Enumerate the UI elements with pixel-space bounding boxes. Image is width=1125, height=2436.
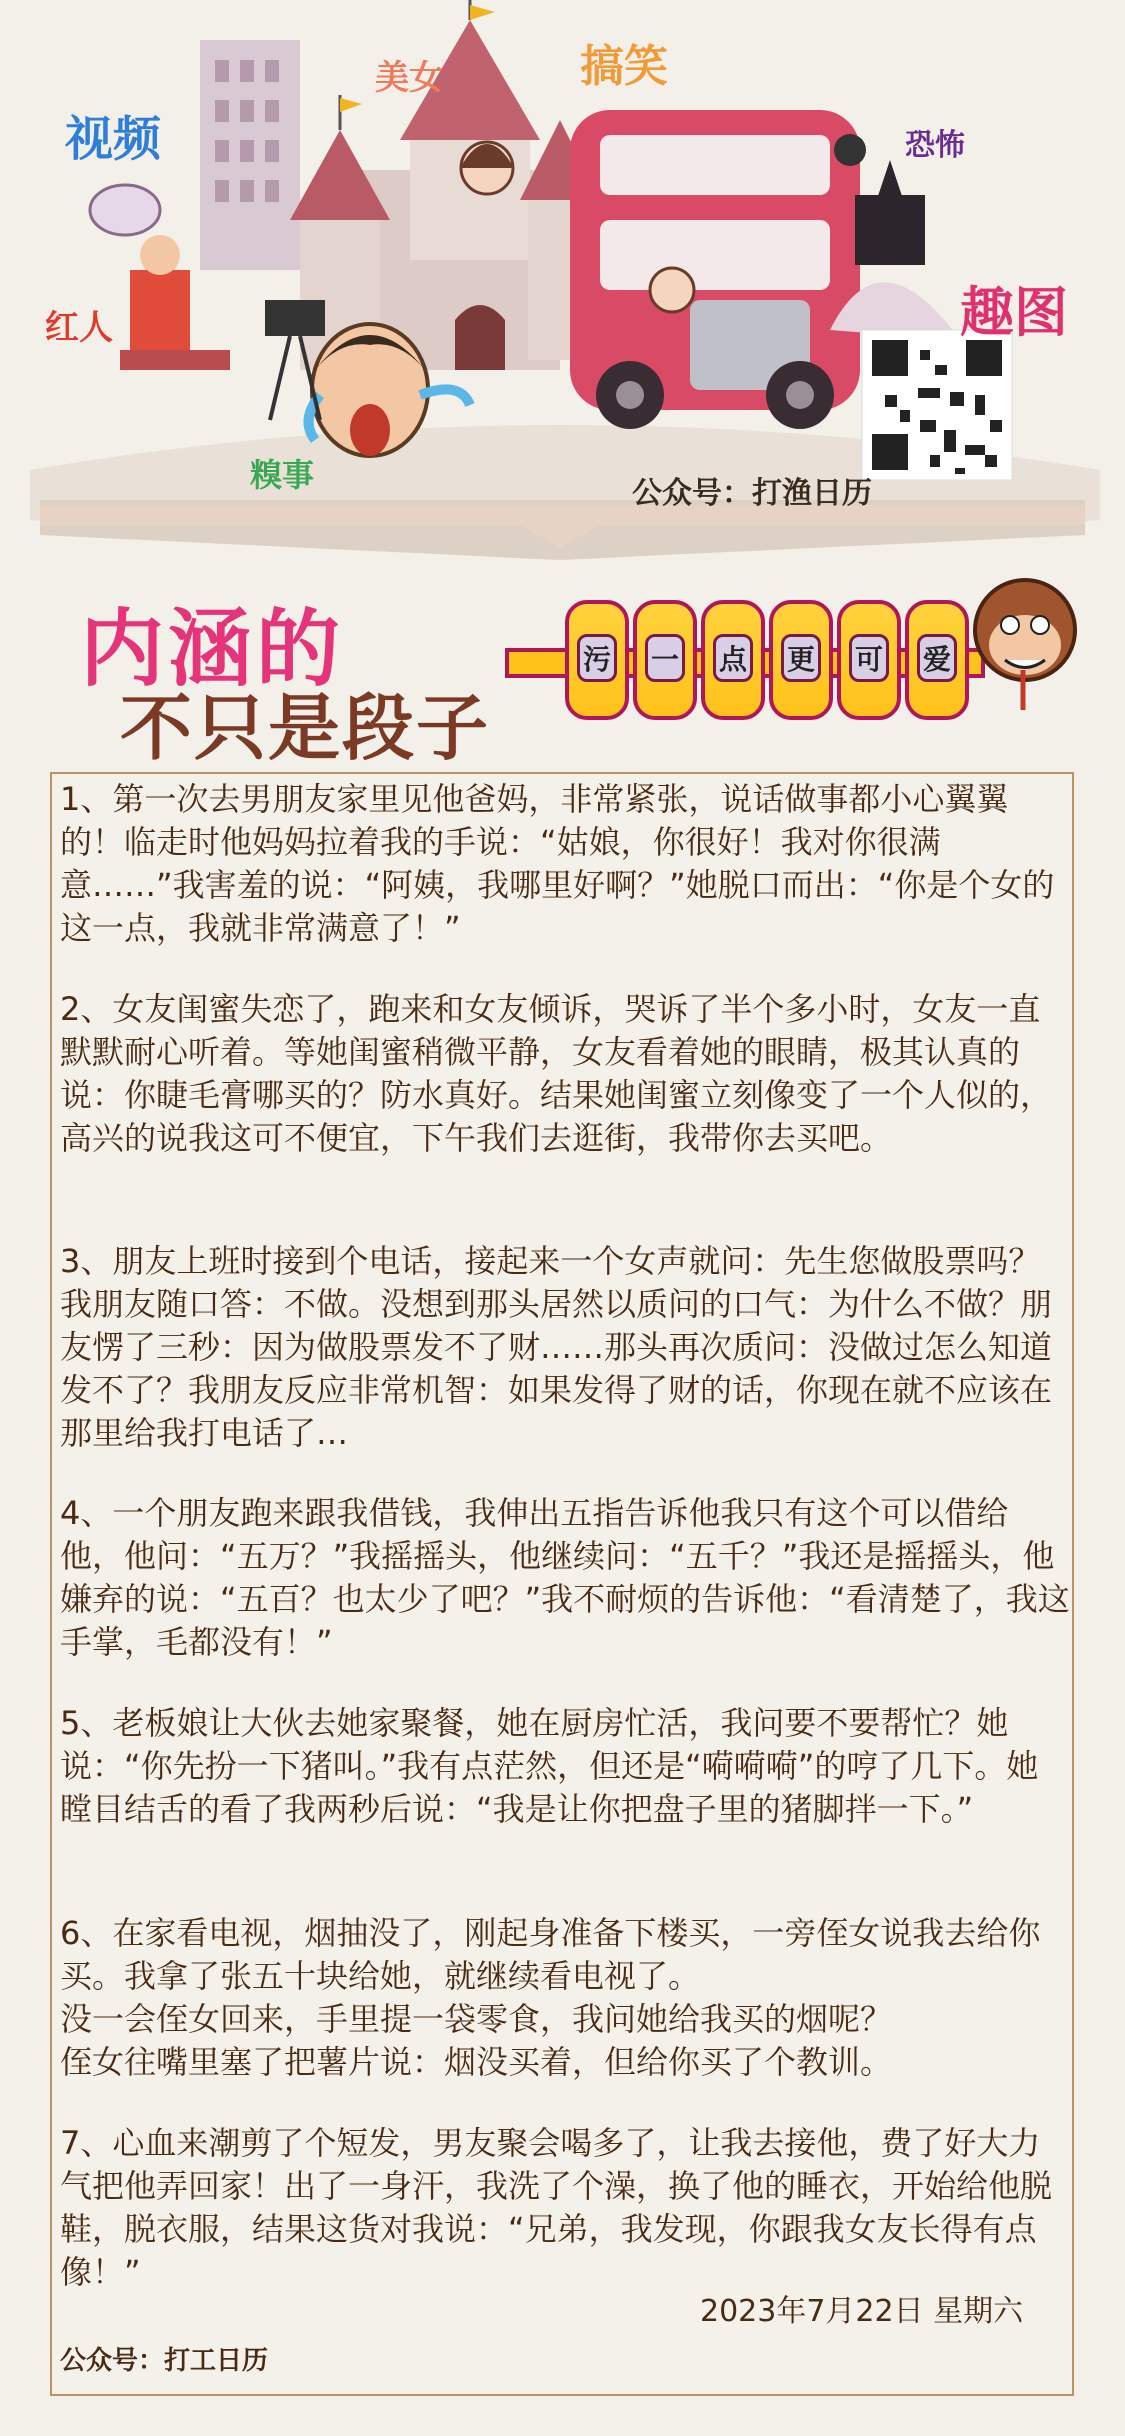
can-1: 污 xyxy=(565,600,629,720)
can-2: 一 xyxy=(633,600,697,720)
tag-funny: 搞笑 xyxy=(580,41,668,92)
banner-title-line2: 不只是段子 xyxy=(120,686,491,770)
header-illustration xyxy=(0,0,1125,560)
story-7: 7、心血来潮剪了个短发，男友聚会喝多了，让我去接他，费了好大力气把他弄回家！出了一身汗，我洗了个澡，换了他的睡衣，开始给他脱鞋，脱衣服，结果这货对我说：“兄弟，我发现，你跟我女友长得有点像！” xyxy=(60,2124,1053,2291)
banner-title-line1: 内涵的 xyxy=(80,600,345,698)
monkey-mascot-image xyxy=(965,570,1085,720)
header-account-label: 公众号：打渔日历 xyxy=(632,476,872,511)
can-4: 更 xyxy=(769,600,833,720)
tag-embarrassing: 糗事 xyxy=(250,456,315,494)
tag-video: 视频 xyxy=(65,111,162,167)
story-3: 3、朋友上班时接到个电话，接起来一个女声就问：先生您做股票吗？我朋友随口答：不做。没想到那头居然以质问的口气：为什么不做？朋友愣了三秒：因为做股票发不了财……那头再次质问：没做过怎么知道发不了？我朋友反应非常机智：如果发得了财的话，你现在就不应该在那里给我打电话了… xyxy=(60,1242,1053,1452)
date-label: 2023年7月22日 星期六 xyxy=(700,2294,1024,2329)
tag-fun-pics: 趣图 xyxy=(960,281,1068,344)
can-5: 可 xyxy=(837,600,901,720)
tag-celebrity: 红人 xyxy=(45,308,113,348)
story-5: 5、老板娘让大伙去她家聚餐，她在厨房忙活，我问要不要帮忙？她说：“你先扮一下猪叫。”我有点茫然，但还是“嗬嗬嗬”的哼了几下。她瞠目结舌的看了我两秒后说：“我是让你把盘子里的猪脚拌一下。” xyxy=(60,1704,1039,1828)
can-6: 爱 xyxy=(905,600,969,720)
story-2: 2、女友闺蜜失恋了，跑来和女友倾诉，哭诉了半个多小时，女友一直默默耐心听着。等她闺蜜稍微平静，女友看着她的眼睛，极其认真的说：你睫毛膏哪买的？防水真好。结果她闺蜜立刻像变了一个人似的，高兴的说我这可不便宜，下午我们去逛街，我带你去买吧。 xyxy=(60,990,1053,1157)
story-4: 4、一个朋友跑来跟我借钱，我伸出五指告诉他我只有这个可以借给他，他问：“五万？”我摇摇头，他继续问：“五千？”我还是摇摇头，他嫌弃的说：“五百？也太少了吧？”我不耐烦的告诉他：“看清楚了，我这手掌，毛都没有！” xyxy=(60,1494,1070,1661)
story-1: 1、第一次去男朋友家里见他爸妈，非常紧张，说话做事都小心翼翼的！临走时他妈妈拉着我的手说：“姑娘，你很好！我对你很满意……”我害羞的说：“阿姨，我哪里好啊？”她脱口而出：“你是个女的这一点，我就非常满意了！” xyxy=(60,780,1055,947)
tag-horror: 恐怖 xyxy=(905,128,965,163)
footer-account-label: 公众号：打工日历 xyxy=(60,2346,269,2376)
tag-beauty: 美女 xyxy=(375,58,443,98)
can-3: 点 xyxy=(701,600,765,720)
header-scene-image xyxy=(0,0,1125,560)
story-6: 6、在家看电视，烟抽没了，刚起身准备下楼买，一旁侄女说我去给你买。我拿了张五十块给她，就继续看电视了。 没一会侄女回来，手里提一袋零食，我问她给我买的烟呢？ 侄女往嘴里塞了把薯片说：烟没买着，但给你买了个教训。 xyxy=(60,1914,1041,2081)
